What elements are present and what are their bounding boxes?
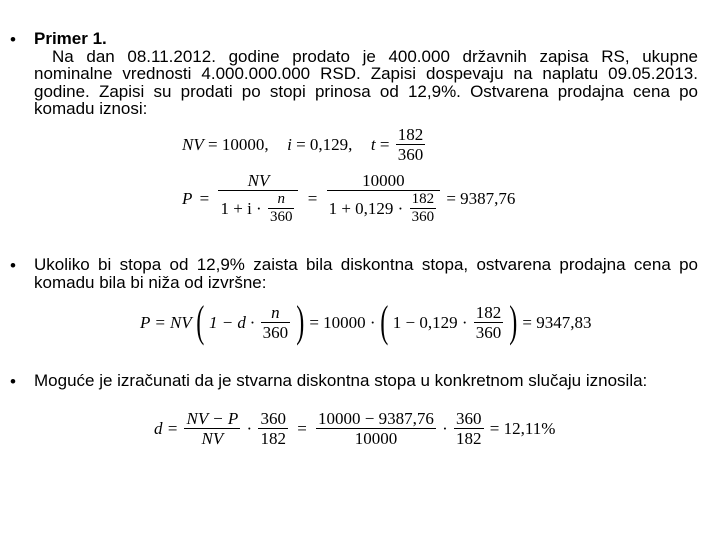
eq4-fraction-2 [258, 410, 288, 447]
eq2-f2-inner-frac [410, 192, 437, 225]
eq3-182: 182 [475, 302, 502, 322]
eq3-360b: 360 [475, 322, 502, 342]
eq2-eq: = [199, 189, 210, 208]
eq2-eq2: = [307, 189, 318, 208]
eq4-fraction-1 [184, 410, 240, 447]
eq2-fraction-1 [218, 172, 298, 225]
eq1-nv-label: NV [182, 135, 204, 154]
eq2-f1-den-n: n [268, 192, 295, 209]
eq2-f1-num: NV [218, 172, 298, 191]
eq4-lhs: d = [154, 419, 179, 438]
eq1-t-eq: = [379, 135, 390, 154]
eq4-f2-den: 182 [260, 429, 286, 448]
eq3-result: = 9347,83 [522, 312, 592, 332]
eq4-f3-den: 10000 [354, 429, 398, 448]
eq3-mid: = 10000 · [309, 312, 376, 332]
eq4-dot2: · [442, 419, 448, 438]
eq3-fraction-2 [474, 304, 504, 341]
discount-rate-text: Ukoliko bi stopa od 12,9% zaista bila diskontna stopa, ostvarena prodajna cena po komadu bila bi niža od izvršne: [34, 255, 698, 292]
eq3-rparen-1: ) [296, 297, 305, 346]
eq1-nv-value: = 10000, [207, 135, 269, 154]
equation-actual-rate [154, 410, 555, 447]
eq3-lhs: P = NV [140, 312, 192, 332]
eq2-result: = 9387,76 [446, 189, 516, 208]
eq4-f1-num: NV − P [186, 409, 239, 428]
eq3-fraction-1 [261, 304, 291, 341]
eq1-t-label: t [370, 135, 376, 154]
eq1-i-label: i [287, 135, 292, 154]
eq4-fraction-3 [316, 410, 436, 447]
equation-discount-price [140, 297, 592, 346]
eq1-i-value: = 0,129, [296, 135, 353, 154]
eq3-one-d: 1 − d · [208, 312, 255, 332]
eq4-f3-num: 10000 − 9387,76 [318, 409, 434, 428]
eq2-fraction-2 [327, 172, 441, 225]
eq2-lhs: P [182, 189, 193, 208]
eq3-n: n [261, 304, 291, 323]
bullet-2: • [10, 256, 16, 275]
eq1-t-num: 182 [397, 125, 424, 144]
eq3-360: 360 [262, 322, 289, 342]
eq2-f1-den-d: 360 [269, 209, 293, 225]
bullet-1: • [10, 30, 16, 49]
equation-price [182, 172, 515, 225]
eq4-result: = 12,11% [489, 419, 556, 438]
actual-rate-text: Moguće je izračunati da je stvarna diskontna stopa u konkretnom slučaju iznosila: [34, 371, 648, 390]
bullet-3: • [10, 372, 16, 391]
eq1-t-den: 360 [397, 145, 424, 164]
eq1-t-fraction [396, 126, 426, 163]
section-1-text [34, 30, 698, 118]
eq3-one-val: 1 − 0,129 · [392, 312, 468, 332]
eq4-dot: · [246, 419, 253, 438]
eq2-f1-inner-frac [268, 192, 295, 225]
eq3-rparen-2: ) [509, 297, 518, 346]
eq4-f4-num: 360 [456, 409, 482, 428]
example-title: Primer 1. [34, 29, 107, 48]
section-2-text [34, 256, 698, 291]
equation-given-values [182, 126, 427, 163]
eq3-lparen-1: ( [196, 297, 205, 346]
eq4-f4-den: 182 [456, 429, 482, 448]
section-3-text [34, 372, 698, 390]
example-first-line: Na dan 08.11.2012. godine prodato je 400.000 državnih zapisa RS, ukupne [52, 46, 698, 66]
eq4-f1-den: NV [201, 429, 224, 448]
eq2-f1-den-a: 1 + i · [220, 199, 262, 218]
eq2-f2-den-d: 360 [411, 209, 435, 225]
eq2-f2-den-a: 1 + 0,129 · [328, 199, 404, 218]
eq4-f2-num: 360 [260, 409, 286, 428]
eq2-f2-num: 10000 [327, 172, 441, 191]
eq4-fraction-4 [454, 410, 484, 447]
eq2-f2-den-n: 182 [411, 191, 435, 207]
example-body: nominalne vrednosti 4.000.000.000 RSD. Zapisi dospevaju na naplatu 09.05.2013. godine. Zapisi su prodati po stopi prinosa od 12,9%. Ostvarena prodajna cena po komadu iznosi: [34, 64, 698, 119]
eq4-eq: = [297, 419, 307, 438]
eq3-lparen-2: ( [380, 297, 389, 346]
